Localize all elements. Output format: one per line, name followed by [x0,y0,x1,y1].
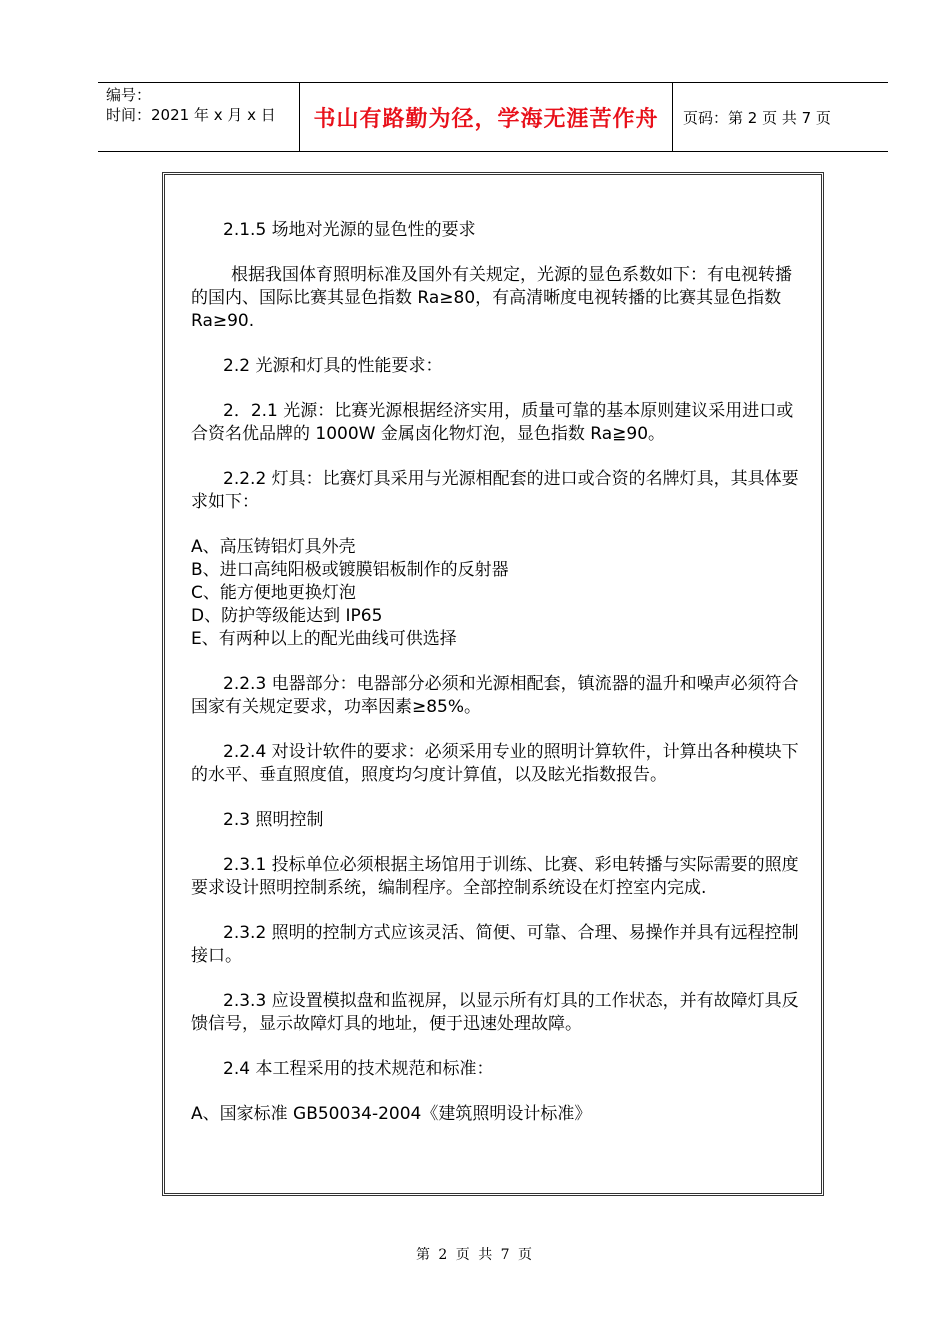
list-item: D、防护等级能达到 IP65 [191,606,383,626]
section-2-1-5-title: 2.1.5 场地对光源的显色性的要求 [223,220,476,240]
section-2-3-1-body: 2.3.1 投标单位必须根据主场馆用于训练、比赛、彩电转播与实际需要的照度要求设计照明控制系统，编制程序。全部控制系统设在灯控室内完成. [191,855,799,898]
list-item: B、进口高纯阳极或镀膜铝板制作的反射器 [191,560,509,580]
section-2-2-1-body: 2．2.1 光源：比赛光源根据经济实用，质量可靠的基本原则建议采用进口或合资名优品牌的 1000W 金属卤化物灯泡，显色指数 Ra≧90。 [191,401,794,444]
page-header [98,82,888,152]
document-time-label: 时间：2021 年 x 月 x 日 [106,106,276,124]
list-item: A、高压铸铝灯具外壳 [191,537,356,557]
section-2-2-title: 2.2 光源和灯具的性能要求： [223,356,443,376]
section-2-3-3-body: 2.3.3 应设置模拟盘和监视屏，以显示所有灯具的工作状态，并有故障灯具反馈信号，显示故障灯具的地址，便于迅速处理故障。 [191,991,799,1034]
section-2-2-4-body: 2.2.4 对设计软件的要求：必须采用专业的照明计算软件，计算出各种模块下的水平、垂直照度值，照度均匀度计算值，以及眩光指数报告。 [191,742,799,785]
section-2-3-2-body: 2.3.2 照明的控制方式应该灵活、简便、可靠、合理、易操作并具有远程控制接口。 [191,923,799,966]
header-motto: 书山有路勤为径，学海无涯苦作舟 [300,83,673,151]
section-2-3-title: 2.3 照明控制 [223,810,324,830]
section-2-2-2-body: 2.2.2 灯具：比赛灯具采用与光源相配套的进口或合资的名牌灯具，其具体要求如下： [191,469,799,512]
document-body [191,219,806,1148]
section-2-4-item-a: A、国家标准 GB50034-2004《建筑照明设计标准》 [191,1104,592,1124]
content-frame [162,172,824,1196]
header-meta [98,83,300,151]
luminaire-requirements-list [191,536,806,651]
section-2-1-5-body: 根据我国体育照明标准及国外有关规定，光源的显色系数如下：有电视转播的国内、国际比赛其显色指数 Ra≥80，有高清晰度电视转播的比赛其显色指数 Ra≥90. [191,265,792,331]
document-number-label: 编号： [106,86,152,104]
header-page-number: 页码：第 2 页 共 7 页 [683,108,831,127]
list-item: C、能方便地更换灯泡 [191,583,356,603]
list-item: E、有两种以上的配光曲线可供选择 [191,629,457,649]
page-footer: 第 2 页 共 7 页 [415,1247,535,1263]
section-2-2-3-body: 2.2.3 电器部分：电器部分必须和光源相配套，镇流器的温升和噪声必须符合国家有关规定要求，功率因素≥85%。 [191,674,799,717]
section-2-4-title: 2.4 本工程采用的技术规范和标准： [223,1059,494,1079]
